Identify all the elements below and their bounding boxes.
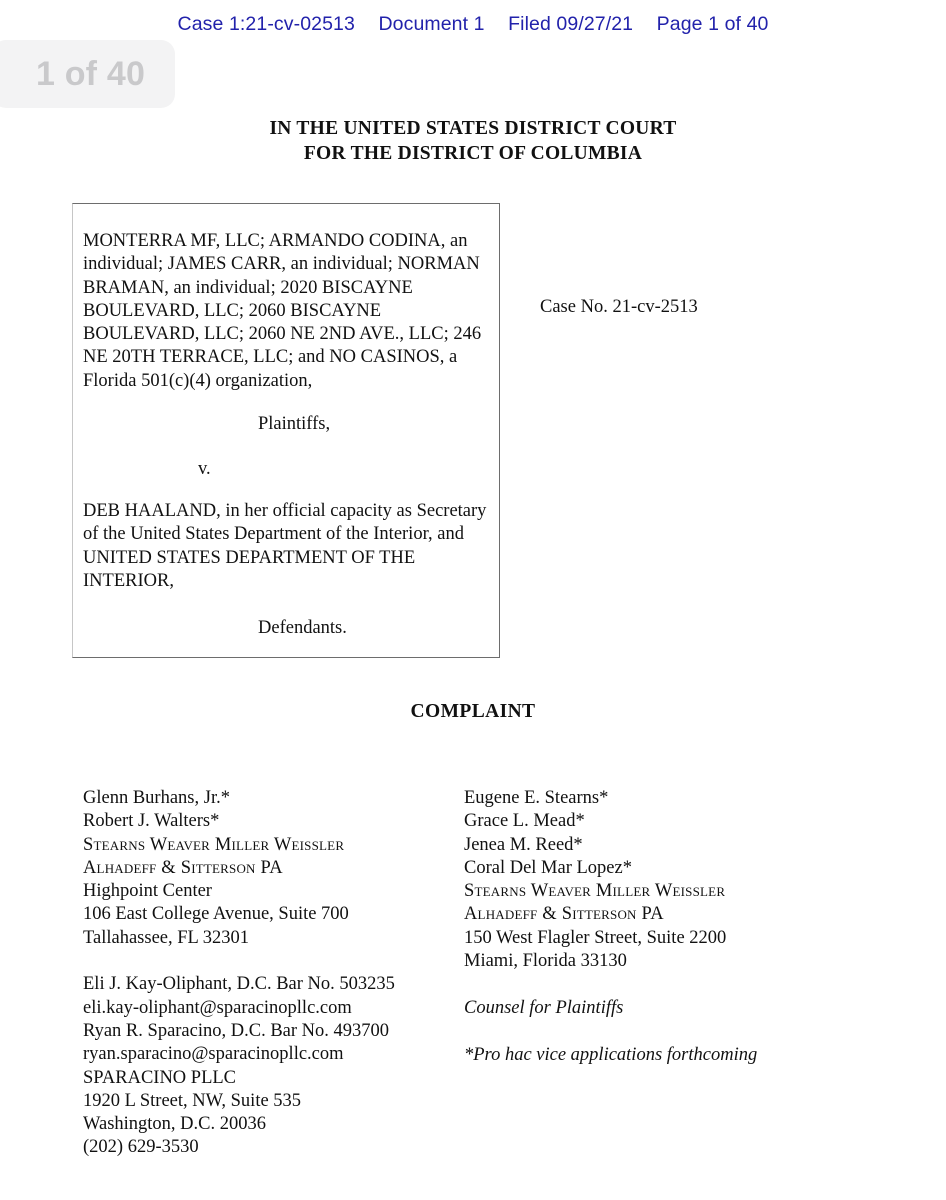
ecf-document-number: Document 1 [378,13,485,35]
counsel-block-sparacino [83,973,453,1159]
ecf-filed-date: Filed 09/27/21 [508,13,634,35]
attorney-name: Eugene E. Stearns* [464,788,609,808]
firm-city-state-zip: Washington, D.C. 20036 [83,1114,266,1135]
attorney-name: Glenn Burhans, Jr.* [83,788,230,808]
counsel-column-left [83,787,453,1160]
case-caption-box [72,203,500,658]
counsel-notes [464,997,864,1067]
attorney-email: eli.kay-oliphant@sparacinopllc.com [83,997,352,1018]
pro-hac-vice-note: *Pro hac vice applications forthcoming [464,1044,758,1065]
firm-name-line-1: Stearns Weaver Miller Weissler [83,834,345,855]
firm-street: 150 West Flagler Street, Suite 2200 [464,927,727,948]
defendants-list: DEB HAALAND, in her official capacity as Secretary of the United States Department of the Interior, and UNITED STATES DEPARTMENT OF THE INTERIOR, [83,501,487,591]
plaintiffs-label: Plaintiffs, [258,414,331,434]
court-heading-line-1: IN THE UNITED STATES DISTRICT COURT [269,118,677,139]
ecf-header-stamp [0,13,946,36]
page-counter-watermark [0,40,175,108]
attorney-email: ryan.sparacino@sparacinopllc.com [83,1044,344,1065]
counsel-block-stearns-miami [464,787,864,973]
ecf-case-number: Case 1:21-cv-02513 [177,13,355,35]
counsel-column-right [464,787,864,1067]
counsel-block-stearns-tallahassee [83,787,453,950]
court-heading [0,116,946,166]
page-counter-label: 1 of 40 [35,54,146,93]
firm-city-state-zip: Tallahassee, FL 32301 [83,927,250,948]
court-heading-line-2: FOR THE DISTRICT OF COLUMBIA [303,143,643,164]
attorney-name: Robert J. Walters* [83,811,220,832]
firm-building: Highpoint Center [83,881,212,902]
ecf-page-number: Page 1 of 40 [656,13,769,35]
attorney-name: Grace L. Mead* [464,811,585,832]
firm-street: 106 East College Avenue, Suite 700 [83,904,349,925]
firm-name: SPARACINO PLLC [83,1067,237,1088]
defendants-label: Defendants. [258,618,347,638]
versus-label: v. [198,459,211,479]
attorney-name: Coral Del Mar Lopez* [464,857,632,878]
firm-name-line-1: Stearns Weaver Miller Weissler [464,881,726,902]
attorney-name: Jenea M. Reed* [464,834,583,855]
case-number: Case No. 21-cv-2513 [540,297,698,317]
firm-phone: (202) 629-3530 [83,1137,199,1158]
firm-street: 1920 L Street, NW, Suite 535 [83,1090,302,1111]
plaintiffs-list: MONTERRA MF, LLC; ARMANDO CODINA, an individual; JAMES CARR, an individual; NORMAN BRAMAN, an individual; 2020 BISCAYNE BOULEVARD, LLC; 2060 BISCAYNE BOULEVARD, LLC; 2060 NE 2ND AVE., LLC; 246 NE 20TH TERRACE, LLC; and NO CASINOS, a Florida 501(c)(4) organization, [83,231,482,391]
document-title: COMPLAINT [410,701,536,722]
counsel-for-plaintiffs-note: Counsel for Plaintiffs [464,998,624,1019]
firm-name-line-2: Alhadeff & Sitterson PA [83,857,283,878]
attorney-name: Eli J. Kay-Oliphant, D.C. Bar No. 503235 [83,974,395,995]
attorney-name: Ryan R. Sparacino, D.C. Bar No. 493700 [83,1020,390,1041]
firm-name-line-2: Alhadeff & Sitterson PA [464,904,664,925]
firm-city-state-zip: Miami, Florida 33130 [464,951,627,972]
